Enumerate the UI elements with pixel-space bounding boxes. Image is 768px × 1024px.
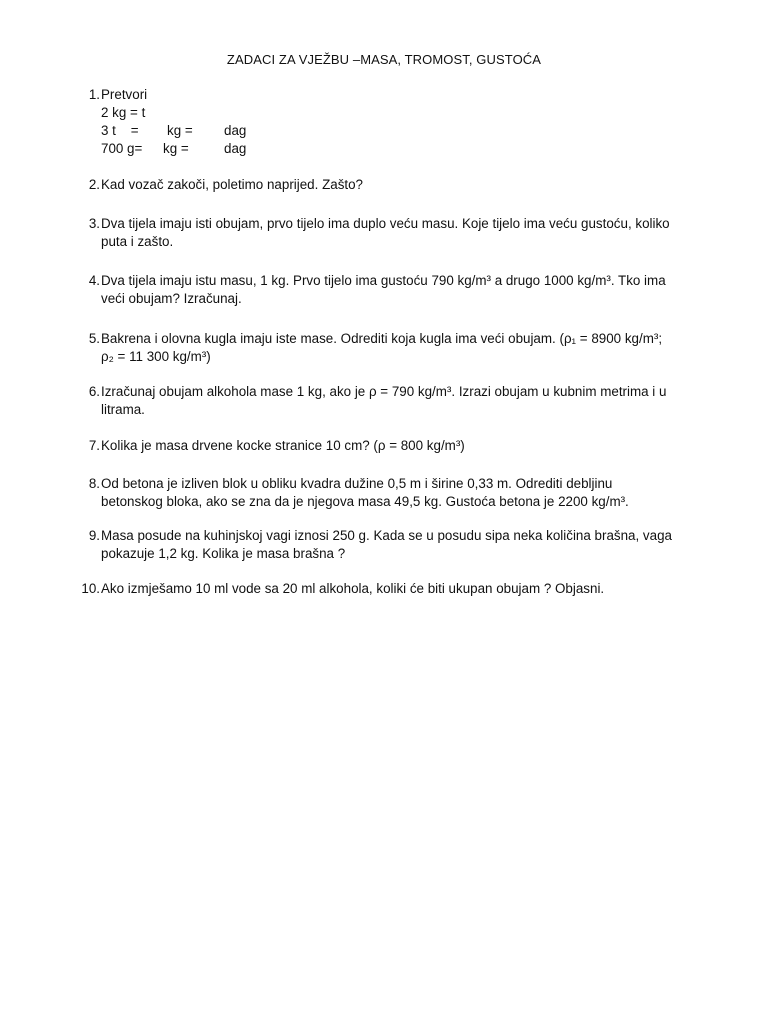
task-text: Ako izmješamo 10 ml vode sa 20 ml alkohola, koliki će biti ukupan obujam ? Objasni. xyxy=(101,581,605,596)
task-text: betonskog bloka, ako se zna da je njegova masa 49,5 kg. Gustoća betona je 2200 kg/m³. xyxy=(101,494,629,509)
task-body xyxy=(101,86,716,158)
task-number: 1. xyxy=(88,87,100,102)
task-number: 8. xyxy=(88,476,100,491)
task-text: Od betona je izliven blok u obliku kvadra dužine 0,5 m i širine 0,33 m. Odrediti debljinu xyxy=(101,476,613,491)
task-body xyxy=(101,527,716,563)
task-body xyxy=(101,176,716,194)
conversion-middle: kg = xyxy=(163,141,189,156)
task-body xyxy=(101,437,716,455)
task-text: Dva tijela imaju istu masu, 1 kg. Prvo tijelo ima gustoću 790 kg/m³ a drugo 1000 kg/m³. Tko ima xyxy=(101,273,666,288)
task-number: 4. xyxy=(88,273,100,288)
task-body xyxy=(101,475,716,511)
conversion-middle: kg = xyxy=(167,123,193,138)
task-number: 10. xyxy=(81,581,100,596)
conversion-left: 2 kg = t xyxy=(101,105,146,120)
task-number: 6. xyxy=(88,384,100,399)
task-text: pokazuje 1,2 kg. Kolika je masa brašna ? xyxy=(101,546,346,561)
task-number: 7. xyxy=(88,438,100,453)
worksheet-title: ZADACI ZA VJEŽBU –MASA, TROMOST, GUSTOĆA xyxy=(226,52,542,67)
task-text: Izračunaj obujam alkohola mase 1 kg, ako je ρ = 790 kg/m³. Izrazi obujam u kubnim metrima i u xyxy=(101,384,667,399)
conversion-right: dag xyxy=(224,141,247,156)
task-text: ρ₂ = 11 300 kg/m³) xyxy=(101,349,211,364)
task-text: Bakrena i olovna kugla imaju iste mase. Odrediti koja kugla ima veći obujam. (ρ₁ = 8900 kg/m³; xyxy=(101,331,663,346)
task-body xyxy=(101,383,716,419)
task-text: puta i zašto. xyxy=(101,234,174,249)
task-text: litrama. xyxy=(101,402,145,417)
task-heading: Pretvori xyxy=(101,87,148,102)
task-text: Dva tijela imaju isti obujam, prvo tijelo ima duplo veću masu. Koje tijelo ima veću gustoću, koliko xyxy=(101,216,670,231)
task-body xyxy=(101,580,716,598)
conversion-row xyxy=(101,122,716,140)
conversion-row xyxy=(101,140,716,158)
task-number: 9. xyxy=(88,528,100,543)
task-body xyxy=(101,272,716,308)
task-number: 5. xyxy=(88,331,100,346)
conversion-left: 3 t = xyxy=(101,123,139,138)
task-text: Masa posude na kuhinjskoj vagi iznosi 250 g. Kada se u posudu sipa neka količina brašna, vaga xyxy=(101,528,672,543)
task-body xyxy=(101,215,716,251)
conversion-right: dag xyxy=(224,123,247,138)
conversion-row xyxy=(101,104,716,122)
task-number: 3. xyxy=(88,216,100,231)
task-text: veći obujam? Izračunaj. xyxy=(101,291,242,306)
task-text: Kolika je masa drvene kocke stranice 10 cm? (ρ = 800 kg/m³) xyxy=(101,438,465,453)
task-number: 2. xyxy=(88,177,100,192)
task-text: Kad vozač zakoči, poletimo naprijed. Zašto? xyxy=(101,177,364,192)
task-body xyxy=(101,330,716,366)
conversion-left: 700 g= xyxy=(101,141,143,156)
